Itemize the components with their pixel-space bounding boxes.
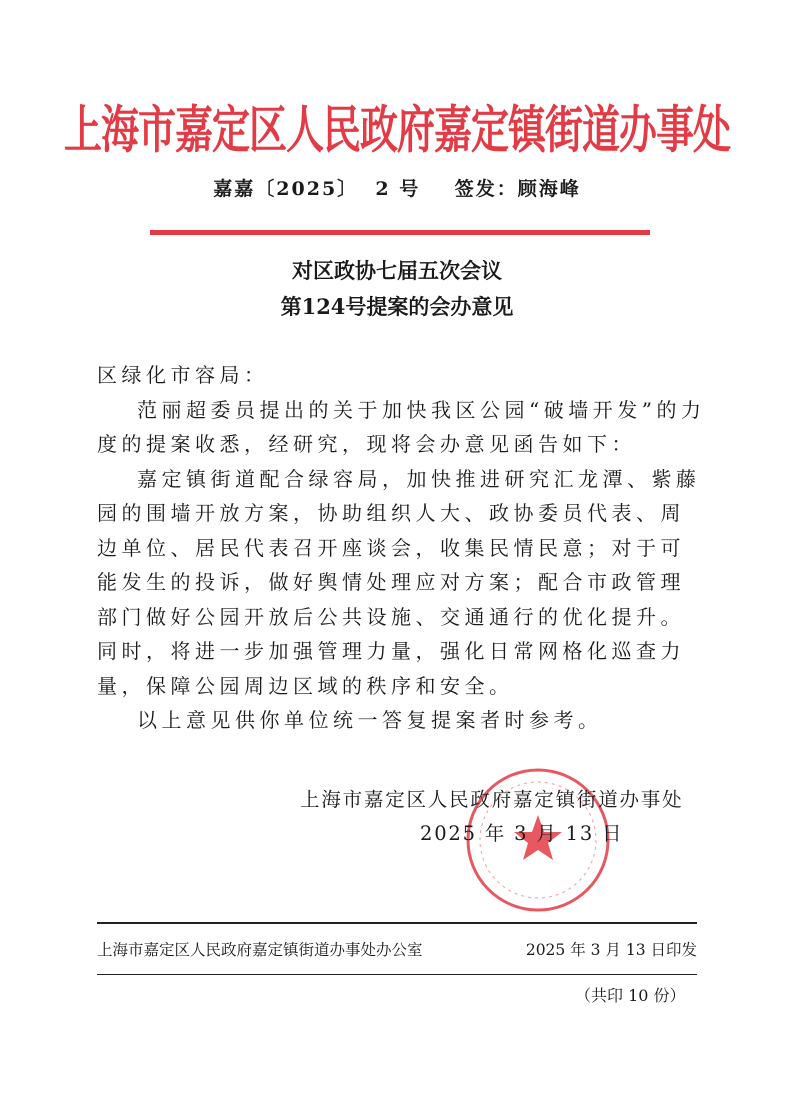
- paragraph: 范丽超委员提出的关于加快我区公园“破墙开发”的力度的提案收悉，经研究，现将会办意见函告如下：: [97, 397, 706, 456]
- document-number: 嘉嘉〔2025〕 2 号 签发：顾海峰: [213, 178, 581, 200]
- body-text: [97, 358, 707, 738]
- footer: [97, 922, 707, 1007]
- addressee: 区绿化市容局：: [97, 363, 269, 387]
- footer-issue-date: 2025 年 3 月 13 日印发: [525, 940, 697, 959]
- paragraph: 以上意见供你单位统一答复提案者时参考。: [137, 708, 603, 732]
- footer-office: 上海市嘉定区人民政府嘉定镇街道办事处办公室: [97, 940, 423, 959]
- signature-date: 2025 年 3 月 13 日: [420, 821, 624, 845]
- paragraph: 嘉定镇街道配合绿容局，加快推进研究汇龙潭、紫藤园的围墙开放方案，协助组织人大、政协委员代表、周边单位、居民代表召开座谈会，收集民情民意；对于可能发生的投诉，做好舆情处理应对方案；配合市政管理部门做好公园开放后公共设施、交通通行的优化提升。同时，将进一步加强管理力量，强化日常网格化巡查力量，保障公园周边区域的秩序和安全。: [97, 466, 701, 698]
- doc-title-line1: 对区政协七届五次会议: [292, 258, 502, 283]
- footer-top-rule: [97, 922, 697, 924]
- signature-block: [97, 786, 707, 896]
- document-flow: [97, 358, 707, 1007]
- footer-row: [97, 940, 697, 960]
- copies-count: （共印 10 份）: [575, 985, 686, 1005]
- footer-bottom-rule: [97, 974, 697, 975]
- issuing-org-title: 上海市嘉定区人民政府嘉定镇街道办事处: [63, 100, 730, 160]
- doc-title-line2: 第124号提案的会办意见: [280, 294, 514, 319]
- red-divider: [150, 230, 650, 235]
- signature-org: 上海市嘉定区人民政府嘉定镇街道办事处: [300, 787, 684, 811]
